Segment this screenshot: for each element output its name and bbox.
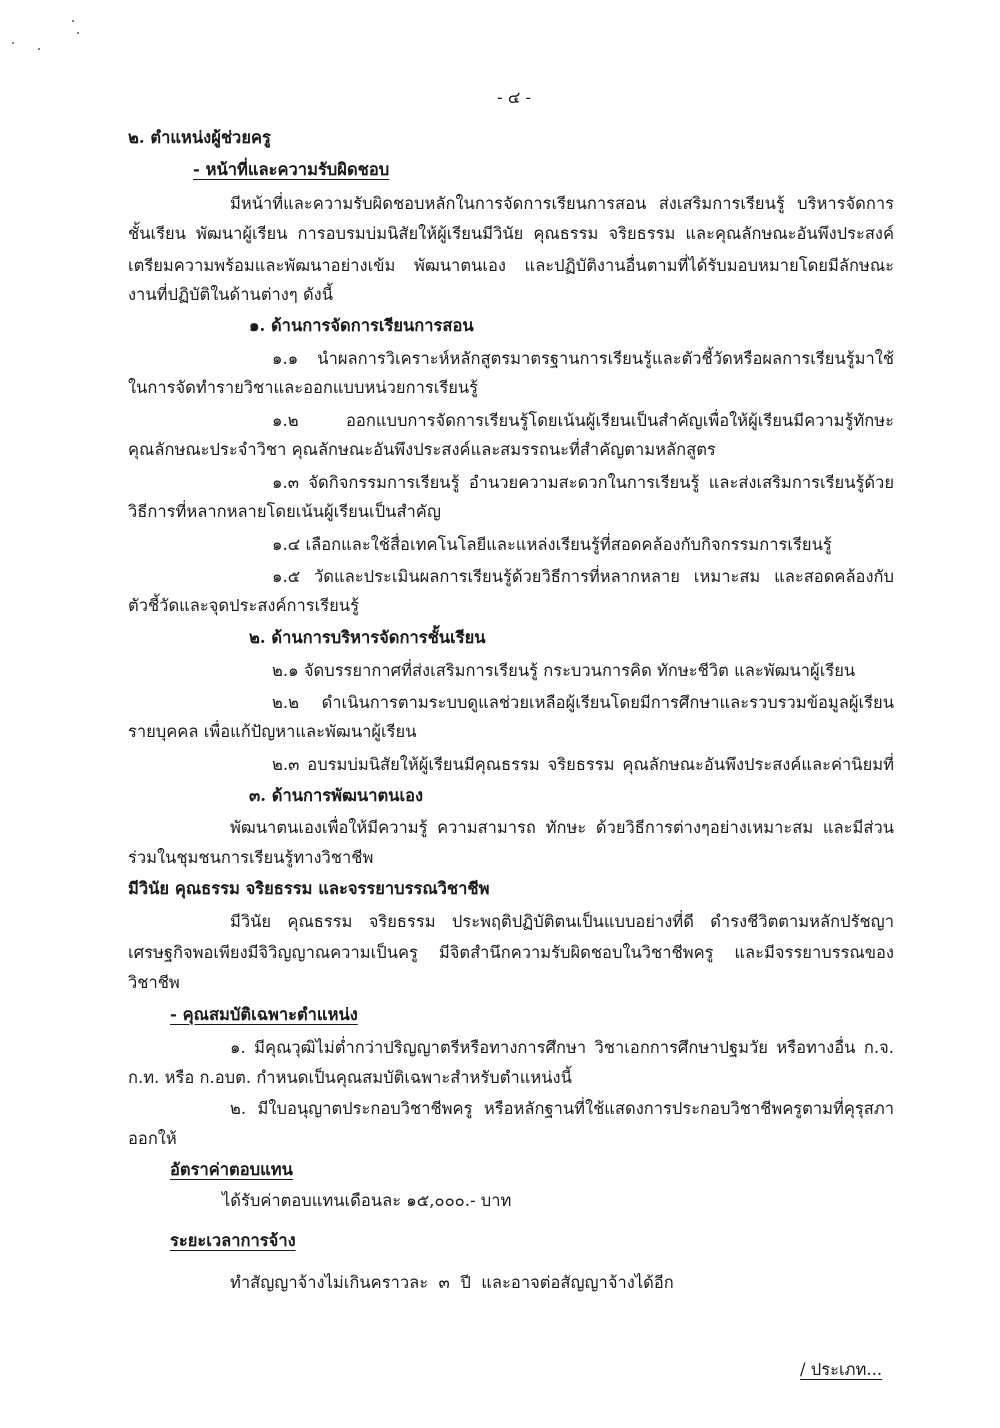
ethics-line: มีวินัย คุณธรรม จริยธรรม ประพฤติปฏิบัติตนเป็นแบบอย่างที่ดี ดำรงชีวิตตามหลักปรัชญา <box>230 912 894 931</box>
intro-line: เตรียมความพร้อมและพัฒนาอย่างเข้ม พัฒนาตนเอง และปฏิบัติงานอื่นตามที่ได้รับมอบหมายโดยมีลักษณะ <box>128 256 894 275</box>
duty-item: ๑.๓ จัดกิจกรรมการเรียนรู้ อำนวยความสะดวกในการเรียนรู้ และส่งเสริมการเรียนรู้ด้วย <box>272 473 894 492</box>
scan-speck <box>12 42 14 44</box>
intro-line: มีหน้าที่และความรับผิดชอบหลักในการจัดการเรียนการสอน ส่งเสริมการเรียนรู้ บริหารจัดการ <box>230 194 894 213</box>
qualification-item-cont: ออกให้ <box>128 1129 177 1148</box>
compensation-text: ได้รับค่าตอบแทนเดือนละ ๑๕,๐๐๐.- บาท <box>222 1191 512 1210</box>
self-dev-line: ร่วมในชุมชนการเรียนรู้ทางวิชาชีพ <box>128 848 374 867</box>
qualification-item-cont: ก.ท. หรือ ก.อบต. กำหนดเป็นคุณสมบัติเฉพาะสำหรับตำแหน่งนี้ <box>128 1068 572 1087</box>
duty-item: ๒.๑ จัดบรรยากาศที่ส่งเสริมการเรียนรู้ กระบวนการคิด ทักษะชีวิต และพัฒนาผู้เรียน <box>272 661 856 680</box>
duty-item-cont: ในการจัดทำรายวิชาและออกแบบหน่วยการเรียนรู้ <box>128 378 479 397</box>
duty-item: ๒.๒ ดำเนินการตามระบบดูแลช่วยเหลือผู้เรียนโดยมีการศึกษาและรวบรวมข้อมูลผู้เรียน <box>272 693 894 712</box>
duty-item-cont: คุณลักษณะประจำวิชา คุณลักษณะอันพึงประสงค์และสมรรถนะที่สำคัญตามหลักสูตร <box>128 440 716 459</box>
duty-item-cont: วิธีการที่หลากหลายโดยเน้นผู้เรียนเป็นสำคัญ <box>128 502 441 521</box>
duty-item: ๑.๑ นำผลการวิเคราะห์หลักสูตรมาตรฐานการเรียนรู้และตัวชี้วัดหรือผลการเรียนรู้มาใช้ <box>272 349 894 368</box>
intro-line: งานที่ปฏิบัติในด้านต่างๆ ดังนี้ <box>128 285 334 304</box>
scan-speck <box>38 48 40 50</box>
continuation-marker: / ประเภท... <box>800 1360 883 1379</box>
qualification-item: ๒. มีใบอนุญาตประกอบวิชาชีพครู หรือหลักฐานที่ใช้แสดงการประกอบวิชาชีพครูตามที่คุรุสภา <box>230 1099 894 1118</box>
section-heading: ๒. ตำแหน่งผู้ช่วยครู <box>128 128 271 147</box>
ethics-line: วิชาชีพ <box>128 973 180 992</box>
qualification-item: ๑. มีคุณวุฒิไม่ต่ำกว่าปริญญาตรีหรือทางการศึกษา วิชาเอกการศึกษาปฐมวัย หรือทางอื่น ก.จ. <box>230 1038 894 1057</box>
duty-item: ๑.๒ ออกแบบการจัดการเรียนรู้โดยเน้นผู้เรียนเป็นสำคัญเพื่อให้ผู้เรียนมีความรู้ทักษะ <box>272 411 894 430</box>
duty-item-cont: รายบุคคล เพื่อแก้ปัญหาและพัฒนาผู้เรียน <box>128 722 417 741</box>
duty-item: ๑.๔ เลือกและใช้สื่อเทคโนโลยีและแหล่งเรียนรู้ที่สอดคล้องกับกิจกรรมการเรียนรู้ <box>272 535 832 554</box>
intro-line: ชั้นเรียน พัฒนาผู้เรียน การอบรมบ่มนิสัยให้ผู้เรียนมีวินัย คุณธรรม จริยธรรม และคุณลักษณะอันพึงประสงค์ <box>128 224 894 243</box>
duty-item-cont: ตัวชี้วัดและจุดประสงค์การเรียนรู้ <box>128 596 359 615</box>
employment-period-text: ทำสัญญาจ้างไม่เกินคราวละ ๓ ปี และอาจต่อสัญญาจ้างได้อีก <box>230 1273 674 1292</box>
scan-speck <box>77 32 79 34</box>
duties-heading: - หน้าที่และความรับผิดชอบ <box>193 160 390 179</box>
scan-speck <box>72 20 74 22</box>
qualifications-heading: - คุณสมบัติเฉพาะตำแหน่ง <box>170 1005 358 1024</box>
area-title-classroom: ๒. ด้านการบริหารจัดการชั้นเรียน <box>249 628 486 647</box>
ethics-line: เศรษฐกิจพอเพียงมีจิวิญญาณความเป็นครู มีจิตสำนึกความรับผิดชอบในวิชาชีพครู และมีจรรยาบรรณของ <box>128 943 894 962</box>
duty-item: ๒.๓ อบรมบ่มนิสัยให้ผู้เรียนมีคุณธรรม จริยธรรม คุณลักษณะอันพึงประสงค์และค่านิยมที่ <box>272 755 894 774</box>
ethics-heading: มีวินัย คุณธรรม จริยธรรม และจรรยาบรรณวิชาชีพ <box>128 879 490 898</box>
page-number: - ๔ - <box>497 88 532 107</box>
area-title-self-development: ๓. ด้านการพัฒนาตนเอง <box>249 786 424 805</box>
duty-item: ๑.๕ วัดและประเมินผลการเรียนรู้ด้วยวิธีการที่หลากหลาย เหมาะสม และสอดคล้องกับ <box>272 567 894 586</box>
compensation-heading: อัตราค่าตอบแทน <box>170 1160 293 1179</box>
area-title-teaching: ๑. ด้านการจัดการเรียนการสอน <box>249 316 474 335</box>
employment-period-heading: ระยะเวลาการจ้าง <box>170 1231 296 1250</box>
self-dev-line: พัฒนาตนเองเพื่อให้มีความรู้ ความสามารถ ทักษะ ด้วยวิธีการต่างๆอย่างเหมาะสม และมีส่วน <box>230 818 894 837</box>
